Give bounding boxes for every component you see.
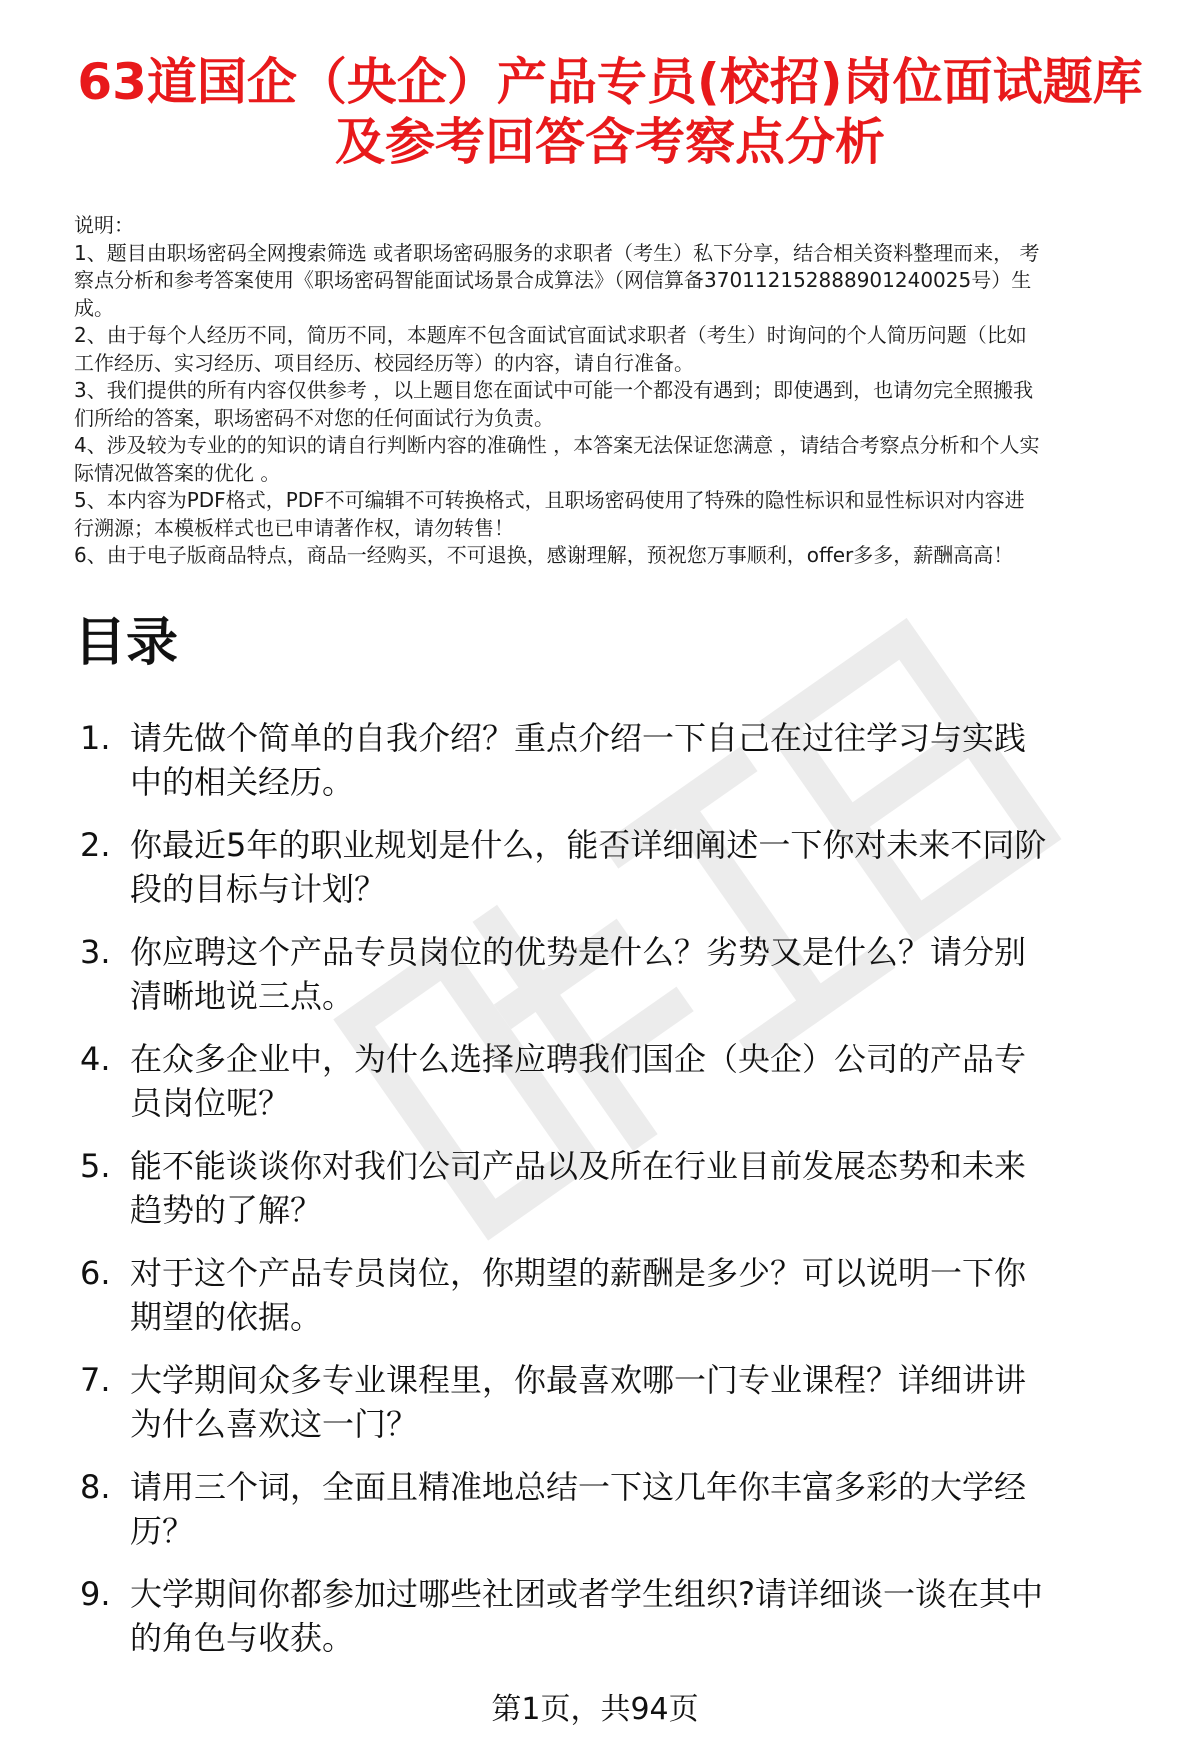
- toc-item-number: 3.: [80, 933, 111, 971]
- instruction-line: 察点分析和参考答案使用《职场密码智能面试场景合成算法》（网信算备370112152888901240025号）生: [74, 268, 1032, 292]
- page-number-footer: 第1页，共94页: [491, 1692, 699, 1727]
- instruction-line: 行溯源；本模板样式也已申请著作权，请勿转售！: [74, 515, 514, 540]
- instructions-block: [74, 212, 1164, 570]
- instruction-line: 5、本内容为PDF格式，PDF不可编辑不可转换格式，且职场密码使用了特殊的隐性标识和显性标识对内容进: [74, 488, 1025, 512]
- toc-item-text: 你应聘这个产品专员岗位的优势是什么？劣势又是什么？请分别: [130, 933, 1027, 971]
- toc-item-text: 趋势的了解？: [130, 1191, 323, 1229]
- instruction-line: 成。: [74, 295, 114, 320]
- toc-item-number: 6.: [80, 1254, 111, 1292]
- instruction-line: 工作经历、实习经历、项目经历、校园经历等）的内容，请自行准备。: [74, 350, 694, 375]
- instruction-line: 1、题目由职场密码全网搜索筛选 或者职场密码服务的求职者（考生）私下分享，结合相关资料整理而来， 考: [74, 240, 1040, 265]
- toc-item-4[interactable]: [74, 1037, 1174, 1125]
- toc-item-9[interactable]: [74, 1572, 1174, 1660]
- title-line-1: 63道国企（央企）产品专员(校招)岗位面试题库: [77, 53, 1143, 111]
- toc-item-3[interactable]: [74, 930, 1174, 1018]
- instructions-heading: 说明：: [74, 213, 134, 237]
- instruction-line: 3、我们提供的所有内容仅供参考 ，以上题目您在面试中可能一个都没有遇到；即使遇到，也请勿完全照搬我: [74, 378, 1034, 402]
- toc-item-text: 为什么喜欢这一门？: [130, 1405, 419, 1443]
- toc-item-text: 历？: [130, 1512, 195, 1550]
- toc-item-number: 9.: [80, 1575, 111, 1613]
- toc-heading: 目录: [74, 613, 179, 673]
- toc-item-text: 能不能谈谈你对我们公司产品以及所在行业目前发展态势和未来: [130, 1147, 1027, 1185]
- toc-list: [74, 716, 1174, 1679]
- toc-item-5[interactable]: [74, 1144, 1174, 1232]
- toc-item-text: 你最近5年的职业规划是什么，能否详细阐述一下你对未来不同阶: [130, 826, 1047, 864]
- toc-item-number: 1.: [80, 719, 111, 757]
- instruction-line: 际情况做答案的优化 。: [74, 460, 281, 485]
- toc-item-8[interactable]: [74, 1465, 1174, 1553]
- toc-item-number: 7.: [80, 1361, 111, 1399]
- toc-item-text: 期望的依据。: [130, 1298, 323, 1336]
- toc-item-7[interactable]: [74, 1358, 1174, 1446]
- toc-item-text: 在众多企业中，为什么选择应聘我们国企（央企）公司的产品专: [130, 1040, 1027, 1078]
- toc-item-number: 2.: [80, 826, 111, 864]
- toc-item-number: 5.: [80, 1147, 111, 1185]
- toc-item-text: 大学期间你都参加过哪些社团或者学生组织?请详细谈一谈在其中: [130, 1575, 1043, 1613]
- toc-item-2[interactable]: [74, 823, 1174, 911]
- toc-item-number: 8.: [80, 1468, 111, 1506]
- document-title: [60, 52, 1160, 172]
- instruction-line: 2、由于每个人经历不同，简历不同，本题库不包含面试官面试求职者（考生）时询问的个人简历问题（比如: [74, 323, 1027, 347]
- toc-item-text: 清晰地说三点。: [130, 977, 355, 1015]
- instruction-line: 4、涉及较为专业的的知识的请自行判断内容的准确性 ，本答案无法保证您满意 ，请结合考察点分析和个人实: [74, 433, 1040, 457]
- toc-item-text: 员岗位呢？: [130, 1084, 291, 1122]
- instruction-line: 6、由于电子版商品特点，商品一经购买，不可退换，感谢理解，预祝您万事顺利，offer多多，薪酬高高！: [74, 543, 1014, 567]
- title-line-2: 及参考回答含考察点分析: [335, 113, 885, 171]
- toc-item-number: 4.: [80, 1040, 111, 1078]
- instruction-line: 们所给的答案，职场密码不对您的任何面试行为负责。: [74, 405, 554, 430]
- toc-item-text: 请先做个简单的自我介绍？重点介绍一下自己在过往学习与实践: [130, 719, 1027, 757]
- toc-item-text: 段的目标与计划？: [130, 870, 387, 908]
- toc-item-text: 中的相关经历。: [130, 763, 355, 801]
- toc-item-1[interactable]: [74, 716, 1174, 804]
- toc-item-text: 大学期间众多专业课程里，你最喜欢哪一门专业课程？详细讲讲: [130, 1361, 1027, 1399]
- toc-item-text: 对于这个产品专员岗位，你期望的薪酬是多少？可以说明一下你: [130, 1254, 1027, 1292]
- toc-item-text: 的角色与收获。: [130, 1619, 355, 1657]
- toc-item-6[interactable]: [74, 1251, 1174, 1339]
- toc-item-text: 请用三个词，全面且精准地总结一下这几年你丰富多彩的大学经: [130, 1468, 1027, 1506]
